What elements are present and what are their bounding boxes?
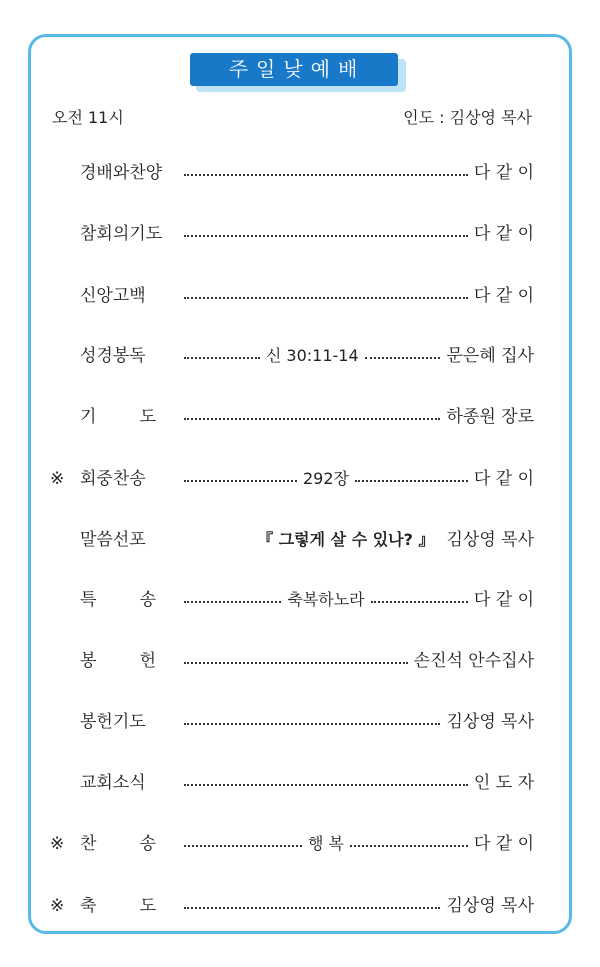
leader-dots <box>184 357 260 359</box>
standing-mark: ※ <box>50 469 65 489</box>
title-banner <box>190 53 408 93</box>
worship-item <box>50 219 534 249</box>
leader-dots <box>365 357 441 359</box>
item-label: 신앙고백 <box>80 286 146 306</box>
item-detail: 축복하노라 <box>287 590 365 609</box>
item-performer: 다 같 이 <box>473 286 534 306</box>
dot-leader <box>184 585 468 615</box>
worship-item <box>50 891 534 921</box>
item-label: 회중찬송 <box>80 469 146 489</box>
item-performer: 다 같 이 <box>473 590 534 610</box>
leader-dots <box>184 784 468 786</box>
item-performer: 인 도 자 <box>473 773 534 793</box>
dot-leader <box>184 707 440 737</box>
dot-leader <box>184 281 468 311</box>
item-performer: 손진석 안수집사 <box>413 651 534 671</box>
leader-dots <box>184 480 297 482</box>
item-label: 성경봉독 <box>80 346 146 366</box>
item-detail: 행 복 <box>307 834 344 853</box>
item-label: 말씀선포 <box>80 530 146 550</box>
standing-mark: ※ <box>50 834 65 854</box>
worship-item <box>50 646 534 676</box>
item-detail: 신 30:11-14 <box>265 346 359 365</box>
service-header <box>52 106 532 130</box>
dot-leader <box>184 402 440 432</box>
worship-item <box>50 158 534 188</box>
item-label: 축 도 <box>80 896 157 916</box>
item-label: 교회소식 <box>80 773 146 793</box>
worship-item <box>50 707 534 737</box>
item-performer: 다 같 이 <box>473 224 534 244</box>
item-label: 봉헌기도 <box>80 712 146 732</box>
leader-dots <box>184 297 468 299</box>
leader-dots <box>184 418 440 420</box>
dot-leader <box>184 219 468 249</box>
item-performer: 김상영 목사 <box>446 530 534 550</box>
leader-dots <box>184 601 281 603</box>
item-label: 찬 송 <box>80 834 157 854</box>
item-label: 경배와찬양 <box>80 163 163 183</box>
worship-item <box>50 281 534 311</box>
leader-dots <box>371 601 468 603</box>
leader-dots <box>184 235 468 237</box>
worship-item <box>50 768 534 798</box>
dot-leader <box>184 464 468 494</box>
item-label: 봉 헌 <box>80 651 157 671</box>
dot-leader <box>184 525 440 555</box>
dot-leader <box>184 891 440 921</box>
item-performer: 다 같 이 <box>473 469 534 489</box>
worship-item <box>50 525 534 555</box>
item-label: 참회의기도 <box>80 224 163 244</box>
worship-item <box>50 402 534 432</box>
service-leader: 인도 : 김상영 목사 <box>403 108 532 127</box>
leader-dots <box>184 907 440 909</box>
worship-item <box>50 585 534 615</box>
item-detail: 292장 <box>302 469 349 488</box>
standing-mark: ※ <box>50 896 65 916</box>
item-performer: 문은혜 집사 <box>446 346 534 366</box>
dot-leader <box>184 341 440 371</box>
worship-item <box>50 464 534 494</box>
item-performer: 하종원 장로 <box>446 407 534 427</box>
item-performer: 김상영 목사 <box>446 896 534 916</box>
leader-dots <box>184 723 440 725</box>
item-performer: 다 같 이 <box>473 163 534 183</box>
item-performer: 다 같 이 <box>473 834 534 854</box>
dot-leader <box>184 646 408 676</box>
leader-dots <box>184 845 302 847</box>
worship-item <box>50 341 534 371</box>
item-label: 기 도 <box>80 407 157 427</box>
leader-dots <box>350 845 468 847</box>
leader-dots <box>355 480 468 482</box>
dot-leader <box>184 768 468 798</box>
service-title: 주일낮예배 <box>190 53 398 86</box>
item-detail: 『 그렇게 살 수 있나? 』 <box>257 530 435 549</box>
service-time: 오전 11시 <box>52 108 124 127</box>
item-label: 특 송 <box>80 590 157 610</box>
worship-item <box>50 829 534 859</box>
item-performer: 김상영 목사 <box>446 712 534 732</box>
leader-dots <box>184 174 468 176</box>
dot-leader <box>184 829 468 859</box>
leader-dots <box>184 662 408 664</box>
dot-leader <box>184 158 468 188</box>
